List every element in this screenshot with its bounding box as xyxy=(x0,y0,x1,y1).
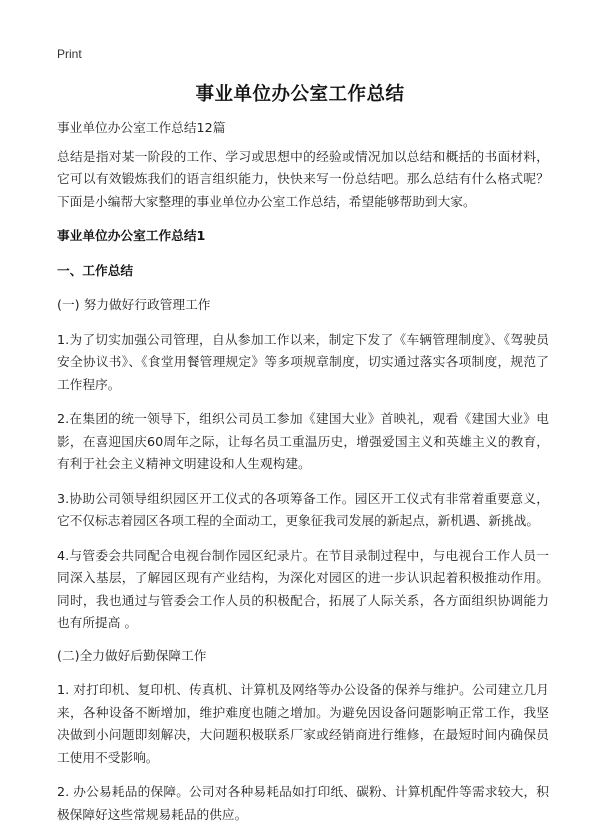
paragraph-4: 4.与管委会共同配合电视台制作园区纪录片。在节目录制过程中，与电视台工作人员一同深入基层，了解园区现有产业结构，为深化对园区的进一步认识起着积极推动作用。同时，我也通过与管委会工作人员的积极配合，拓展了人际关系，各方面组织协调能力也有所提高 。 xyxy=(57,547,549,630)
paragraph-1: 1.为了切实加强公司管理，自从参加工作以来，制定下发了《车辆管理制度》、《驾驶员安全协议书》、《食堂用餐管理规定》等多项规章制度，切实通过落实各项制度，规范了工作程序。 xyxy=(57,331,549,392)
intro-paragraph: 总结是指对某一阶段的工作、学习或思想中的经验或情况加以总结和概括的书面材料，它可以有效锻炼我们的语言组织能力，快快来写一份总结吧。那么总结有什么格式呢？下面是小编帮大家整理的事业单位办公室工作总结，希望能够帮助到大家。 xyxy=(57,148,549,209)
part-heading: 一、工作总结 xyxy=(57,262,134,278)
paragraph-6: 2. 办公易耗品的保障。公司对各种易耗品如打印纸、碳粉、计算机配件等需求较大，积极保障好这些常规易耗品的供应。 xyxy=(57,784,549,822)
paragraph-5: 1. 对打印机、复印机、传真机、计算机及网络等办公设备的保养与维护。公司建立几月来，各种设备不断增加，维护难度也随之增加。为避免因设备问题影响正常工作，我坚决做到小问题即刻解决，大问题积极联系厂家或经销商进行维修，在最短时间内确保员工使用不受影响。 xyxy=(57,682,549,765)
document-subtitle: 事业单位办公室工作总结12篇 xyxy=(57,120,226,135)
paragraph-2: 2.在集团的统一领导下，组织公司员工参加《建国大业》首映礼，观看《建国大业》电影，在喜迎国庆60周年之际，让每名员工重温历史，增强爱国主义和英雄主义的教育，有利于社会主义精神文明建设和人生观构建。 xyxy=(57,411,549,471)
document-body xyxy=(57,117,549,826)
subheading-logistics: (二)全力做好后勤保障工作 xyxy=(57,647,207,663)
subheading-admin: (一) 努力做好行政管理工作 xyxy=(57,297,211,312)
section-title: 事业单位办公室工作总结1 xyxy=(57,228,206,243)
paragraph-3: 3.协助公司领导组织园区开工仪式的各项筹备工作。园区开工仪式有非常着重要意义，它不仅标志着园区各项工程的全面动工，更象征我司发展的新起点，新机遇、新挑战。 xyxy=(57,490,549,528)
page-title: 事业单位办公室工作总结 xyxy=(195,84,405,105)
print-link[interactable]: Print xyxy=(57,47,82,61)
